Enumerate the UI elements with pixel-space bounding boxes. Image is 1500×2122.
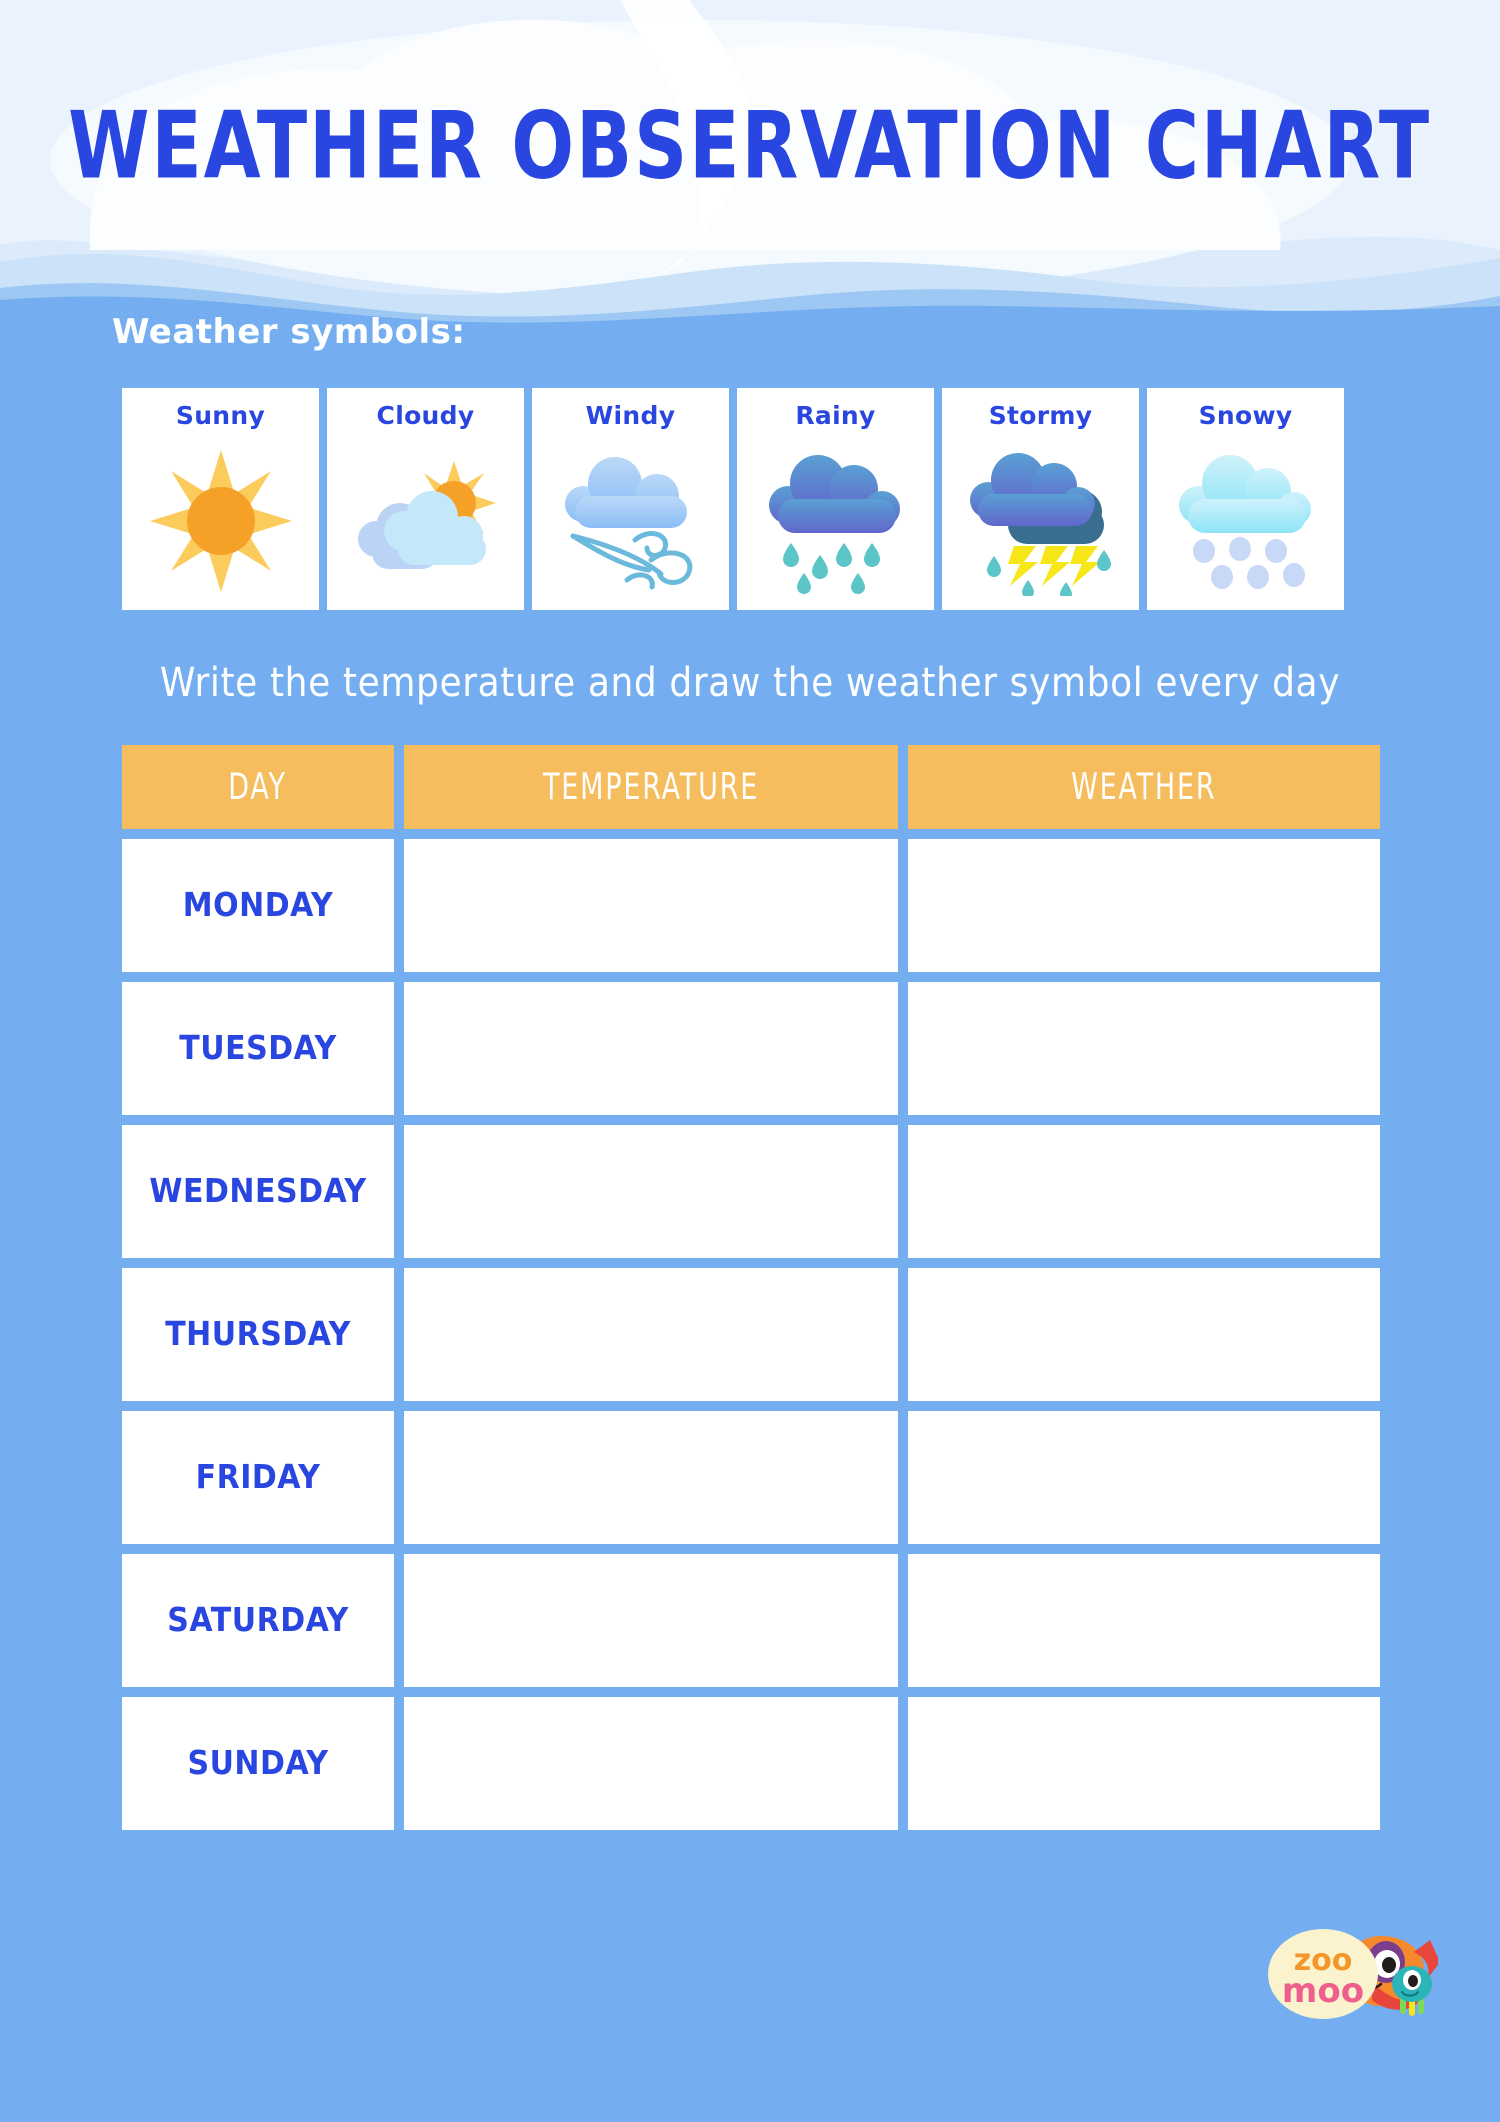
zoomoo-logo	[1268, 1922, 1438, 2030]
weather-log-table	[122, 745, 1380, 1840]
rain-cloud-icon	[737, 432, 934, 611]
logo-word-top: zoo	[1293, 1943, 1353, 1978]
table-row	[122, 982, 1380, 1115]
table-cell-day	[122, 839, 394, 972]
weather-symbol-card-stormy	[942, 388, 1139, 610]
day-label: SUNDAY	[187, 1744, 329, 1783]
day-label: TUESDAY	[179, 1029, 337, 1068]
table-cell-temperature[interactable]	[404, 1268, 898, 1401]
weather-symbol-card-rainy	[737, 388, 934, 610]
table-cell-day	[122, 1697, 394, 1830]
table-header-label: WEATHER	[1071, 765, 1217, 809]
weather-symbol-label: Sunny	[175, 401, 266, 430]
table-cell-day	[122, 982, 394, 1115]
sun-icon	[122, 432, 319, 611]
table-cell-day	[122, 1125, 394, 1258]
page-title-container	[0, 91, 1500, 200]
cloud-with-wind-icon	[532, 432, 729, 611]
table-header-row	[122, 745, 1380, 829]
table-cell-temperature[interactable]	[404, 982, 898, 1115]
weather-symbols-label: Weather symbols:	[112, 312, 466, 352]
table-cell-day	[122, 1268, 394, 1401]
table-cell-weather[interactable]	[908, 1411, 1380, 1544]
table-cell-temperature[interactable]	[404, 1554, 898, 1687]
table-header-label: DAY	[228, 765, 288, 809]
snow-cloud-icon	[1147, 432, 1344, 611]
table-cell-weather[interactable]	[908, 982, 1380, 1115]
sun-behind-cloud-icon	[327, 432, 524, 611]
day-label: THURSDAY	[165, 1315, 351, 1354]
day-label: MONDAY	[182, 886, 334, 925]
weather-symbols-row	[122, 388, 1384, 610]
weather-symbol-card-sunny	[122, 388, 319, 610]
weather-symbol-card-windy	[532, 388, 729, 610]
weather-symbol-label: Windy	[585, 401, 676, 430]
day-label: WEDNESDAY	[149, 1172, 367, 1211]
weather-symbol-card-snowy	[1147, 388, 1344, 610]
table-row	[122, 1125, 1380, 1258]
table-cell-temperature[interactable]	[404, 839, 898, 972]
instruction-text: Write the temperature and draw the weather symbol every day	[159, 660, 1341, 706]
thunderstorm-cloud-icon	[942, 432, 1139, 611]
table-row	[122, 1554, 1380, 1687]
weather-symbol-card-cloudy	[327, 388, 524, 610]
weather-symbol-label: Stormy	[988, 401, 1093, 430]
table-cell-day	[122, 1554, 394, 1687]
table-row	[122, 1268, 1380, 1401]
table-row	[122, 1411, 1380, 1544]
table-cell-weather[interactable]	[908, 839, 1380, 972]
table-cell-temperature[interactable]	[404, 1697, 898, 1830]
table-header-temperature	[404, 745, 898, 829]
table-cell-weather[interactable]	[908, 1125, 1380, 1258]
table-header-label: TEMPERATURE	[542, 765, 760, 809]
day-label: SATURDAY	[167, 1601, 349, 1640]
table-cell-weather[interactable]	[908, 1554, 1380, 1687]
table-cell-temperature[interactable]	[404, 1411, 898, 1544]
day-label: FRIDAY	[195, 1458, 321, 1497]
table-header-weather	[908, 745, 1380, 829]
table-header-day	[122, 745, 394, 829]
table-row	[122, 839, 1380, 972]
table-cell-weather[interactable]	[908, 1697, 1380, 1830]
weather-symbol-label: Rainy	[795, 401, 876, 430]
table-cell-weather[interactable]	[908, 1268, 1380, 1401]
table-cell-temperature[interactable]	[404, 1125, 898, 1258]
table-row	[122, 1697, 1380, 1830]
page-title: WEATHER OBSERVATION CHART	[68, 91, 1432, 200]
weather-symbol-label: Cloudy	[376, 401, 475, 430]
logo-word-bottom: moo	[1281, 1971, 1365, 2011]
table-cell-day	[122, 1411, 394, 1544]
weather-symbol-label: Snowy	[1198, 401, 1293, 430]
